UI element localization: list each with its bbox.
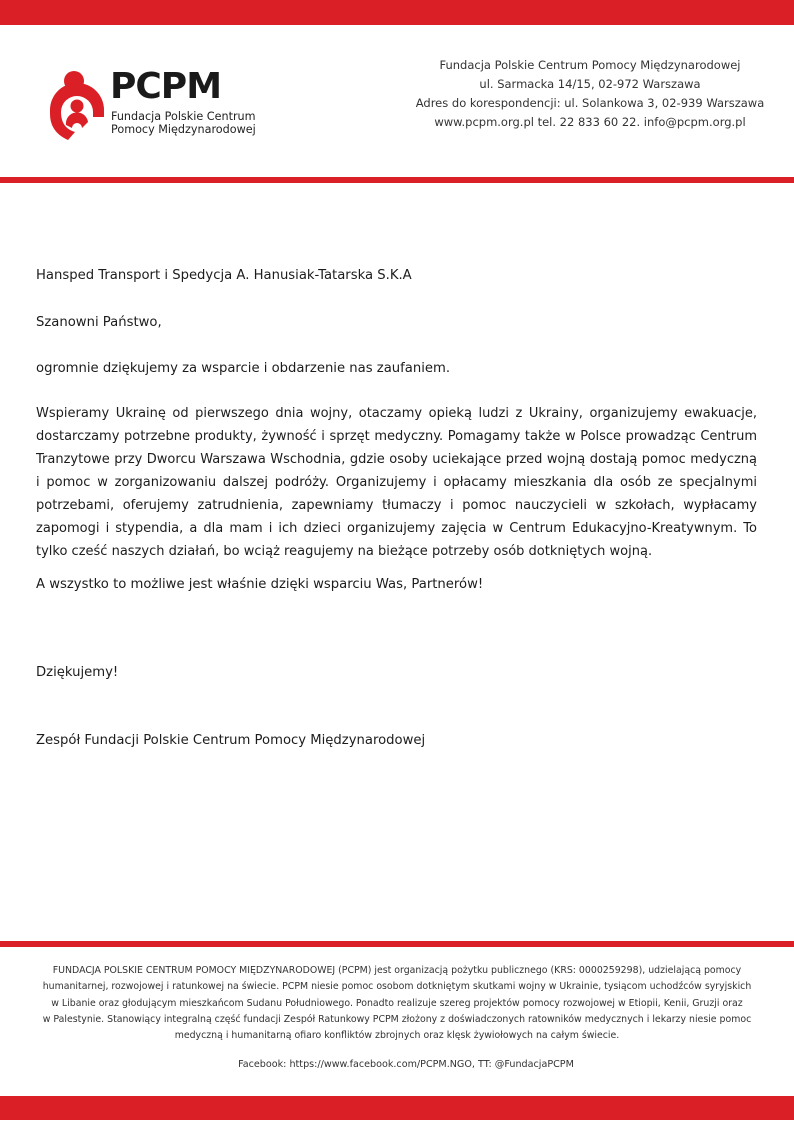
footer-line: FUNDACJA POLSKIE CENTRUM POMOCY MIĘDZYNARODOWEJ (PCPM) jest organizacją pożytku publicznego (KRS: 0000259298), udzielającą pomocy: [52, 965, 742, 976]
bottom-color-bar: [0, 1096, 794, 1120]
header-divider: [0, 177, 794, 183]
footer-line: w Palestynie. Stanowiący integralną część fundacji Zespół Ratunkowy PCPM złożony z doświadczonych ratowników medycznych i lekarzy niesie pomoc: [42, 1013, 752, 1025]
address-street: ul. Sarmacka 14/15, 02-972 Warszawa: [479, 77, 701, 91]
header-address: [400, 56, 780, 132]
footer-divider: [0, 941, 794, 947]
footer-social-links: Facebook: https://www.facebook.com/PCPM.NGO, TT: @FundacjaPCPM: [238, 1059, 574, 1070]
address-org-name: Fundacja Polskie Centrum Pomocy Międzynarodowej: [439, 58, 741, 72]
letter-main-paragraph: Wspieramy Ukrainę od pierwszego dnia wojny, otaczamy opieką ludzi z Ukrainy, organizujemy ewakuacje, dostarczamy potrzebne produkty, żywność i sprzęt medyczny. Pomagamy także w Polsce prowadząc Centrum Tranzytowe przy Dworcu Warszawa Wschodnia, gdzie osoby uciekające przed wojną dostają pomoc medyczną i pomoc w zorganizowaniu dalszej podróży. Organizujemy i opłacamy mieszkania dla osób ze specjalnymi potrzebami, oferujemy zatrudnienia, zapewniamy tłumaczy i pomoc nauczycieli w szkołach, wypłacamy zapomogi i stypendia, a dla mam i ich dzieci organizujemy zajęcia w Centrum Edukacyjno-Kreatywnym. To tylko cześć naszych działań, bo wciąż reagujemy na bieżące potrzeby osób dotkniętych wojną.: [36, 406, 757, 559]
pcpm-logo: [48, 66, 268, 145]
letter-thank-you: Dziękujemy!: [36, 665, 119, 680]
logo-acronym: PCPM: [110, 66, 222, 107]
address-contact: www.pcpm.org.pl tel. 22 833 60 22. info@pcpm.org.pl: [434, 115, 746, 129]
letter-recipient: Hansped Transport i Spedycja A. Hanusiak-Tatarska S.K.A: [36, 268, 412, 283]
letter-closing: A wszystko to możliwe jest właśnie dzięki wsparciu Was, Partnerów!: [36, 577, 484, 592]
footer-description: [20, 963, 774, 1044]
footer-line: humanitarnej, rozwojowej i ratunkowej na świecie. PCPM niesie pomoc osobom dotkniętym skutkami wojny w Ukrainie, tysiącom uchodźców syryjskich: [42, 981, 752, 993]
letter-salutation: Szanowni Państwo,: [36, 315, 162, 330]
footer-line: medyczną i humanitarną ofiaro konfliktów zbrojnych oraz klęsk żywiołowych na całym świecie.: [174, 1030, 620, 1042]
logo-name-line: Pomocy Międzynarodowej: [111, 123, 256, 136]
logo-name-line: Fundacja Polskie Centrum: [111, 110, 256, 123]
footer-line: w Libanie oraz głodującym mieszkańcom Sudanu Południowego. Ponadto realizuje szereg projektów pomocy rozwojowej w Etiopii, Kenii, Gruzji oraz: [51, 997, 743, 1009]
top-color-bar: [0, 0, 794, 25]
logo-organization-name: [111, 110, 256, 136]
address-correspondence: Adres do korespondencji: ul. Solankowa 3, 02-939 Warszawa: [415, 96, 765, 110]
letter-signature: Zespół Fundacji Polskie Centrum Pomocy Międzynarodowej: [36, 733, 426, 748]
pcpm-figure-icon: [48, 70, 106, 140]
letter-thanks: ogromnie dziękujemy za wsparcie i obdarzenie nas zaufaniem.: [36, 361, 451, 376]
